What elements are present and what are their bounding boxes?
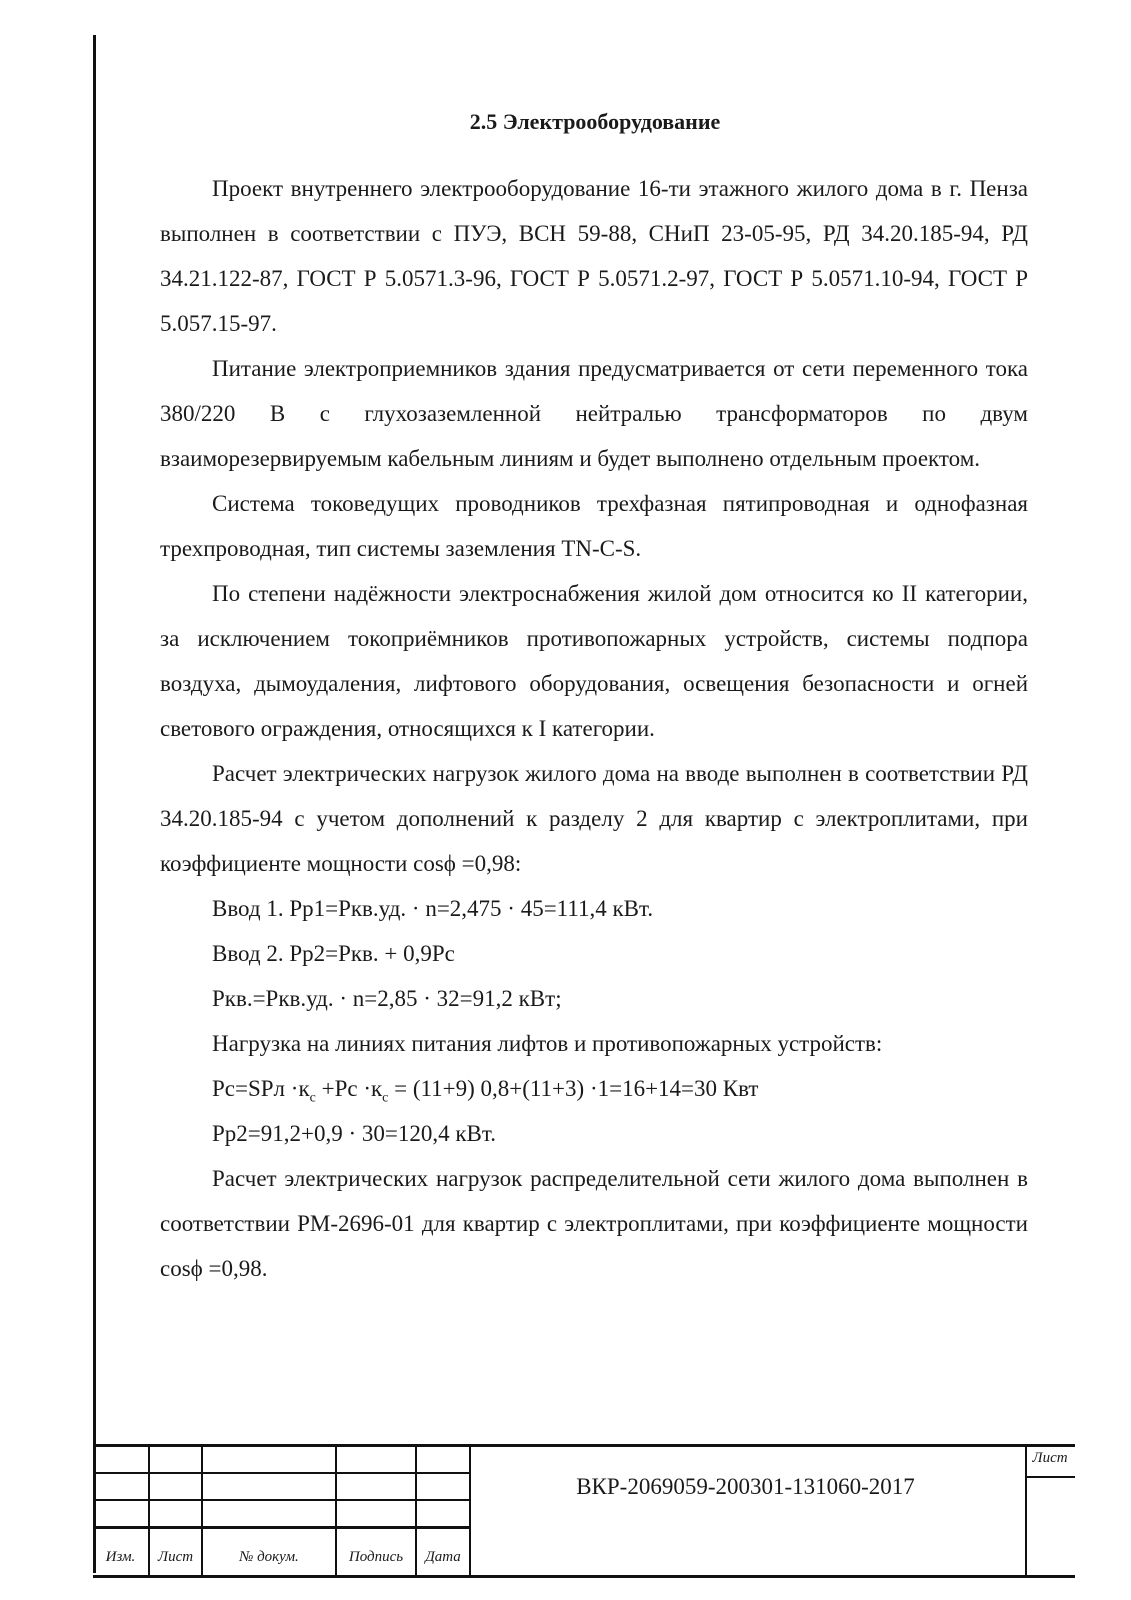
stamp-bottom-line: [93, 1575, 1075, 1578]
formula-pc-sub1: с: [309, 1090, 316, 1106]
formula-input-1: Ввод 1. Рр1=Ркв.уд. · n=2,475 · 45=111,4 кВт.: [212, 896, 654, 921]
stamp-caption-date: Дата: [425, 1549, 461, 1565]
paragraph-reliability-category: По степени надёжности электроснабжения жилой дом относится ко II категории, за исключением токоприёмников противопожарных устройств, системы подпора воздуха, дымоудаления, лифтового оборудования, освещения безопасности и огней светового ограждения, относящихся к I категории.: [160, 581, 1028, 741]
stamp-sheet-label: Лист: [1032, 1450, 1068, 1466]
document-body: [160, 166, 1028, 1291]
stamp-sheet-line: [1025, 1476, 1075, 1478]
title-block-stamp: [93, 1444, 1075, 1578]
stamp-top-line: [93, 1444, 1075, 1447]
stamp-caption-list: Лист: [157, 1549, 194, 1565]
page-frame-left-border: [93, 35, 96, 1573]
formula-pp2: Рр2=91,2+0,9 · 30=120,4 кВт.: [212, 1121, 496, 1146]
paragraph-load-calculation: Расчет электрических нагрузок жилого дома на вводе выполнен в соответствии РД 34.20.185-94 с учетом дополнений к разделу 2 для квартир с электроплитами, при коэффициенте мощности cosϕ =0,98:: [160, 761, 1028, 876]
formula-input-2: Ввод 2. Рр2=Ркв. + 0,9Рс: [212, 941, 455, 966]
formula-pc-part3: = (11+9) 0,8+(11+3) ·1=16+14=30 Квт: [388, 1076, 759, 1101]
formula-lift-load-heading: Нагрузка на линиях питания лифтов и противопожарных устройств:: [212, 1031, 883, 1056]
stamp-caption-izm: Изм.: [105, 1549, 136, 1565]
stamp-col-line-5: [469, 1444, 471, 1578]
paragraph-project: Проект внутреннего электрооборудование 16-ти этажного жилого дома в г. Пенза выполнен в соответствии с ПУЭ, ВСН 59-88, СНиП 23-05-95, РД 34.20.185-94, РД 34.21.122-87, ГОСТ Р 5.0571.3-96, ГОСТ Р 5.0571.2-97, ГОСТ Р 5.0571.10-94, ГОСТ Р 5.057.15-97.: [160, 176, 1028, 336]
paragraph-power-supply: Питание электроприемников здания предусматривается от сети переменного тока 380/220 В с глухозаземленной нейтралью трансформаторов по двум взаиморезервируемым кабельным линиям и будет выполнено отдельным проектом.: [160, 356, 1028, 471]
formula-pkv: Ркв.=Ркв.уд. · n=2,85 · 32=91,2 кВт;: [212, 986, 562, 1011]
stamp-document-number: ВКР-2069059-200301-131060-2017: [576, 1474, 915, 1499]
stamp-caption-signature: Подпись: [348, 1549, 404, 1565]
formula-pc-part2: +Рс ·к: [315, 1076, 383, 1101]
formula-pc: [160, 1066, 1028, 1111]
paragraph-distribution-network: Расчет электрических нагрузок распределительной сети жилого дома выполнен в соответствии РМ-2696-01 для квартир с электроплитами, при коэффициенте мощности cosϕ =0,98.: [160, 1166, 1028, 1281]
formula-pc-part1: Рс=SРл ·к: [212, 1076, 310, 1101]
paragraph-conductor-system: Система токоведущих проводников трехфазная пятипроводная и однофазная трехпроводная, тип системы заземления TN-C-S.: [160, 491, 1028, 561]
formula-pc-sub2: с: [382, 1090, 389, 1106]
stamp-caption-doc-number: № докум.: [239, 1549, 299, 1565]
section-title: 2.5 Электрооборудование: [469, 109, 721, 134]
